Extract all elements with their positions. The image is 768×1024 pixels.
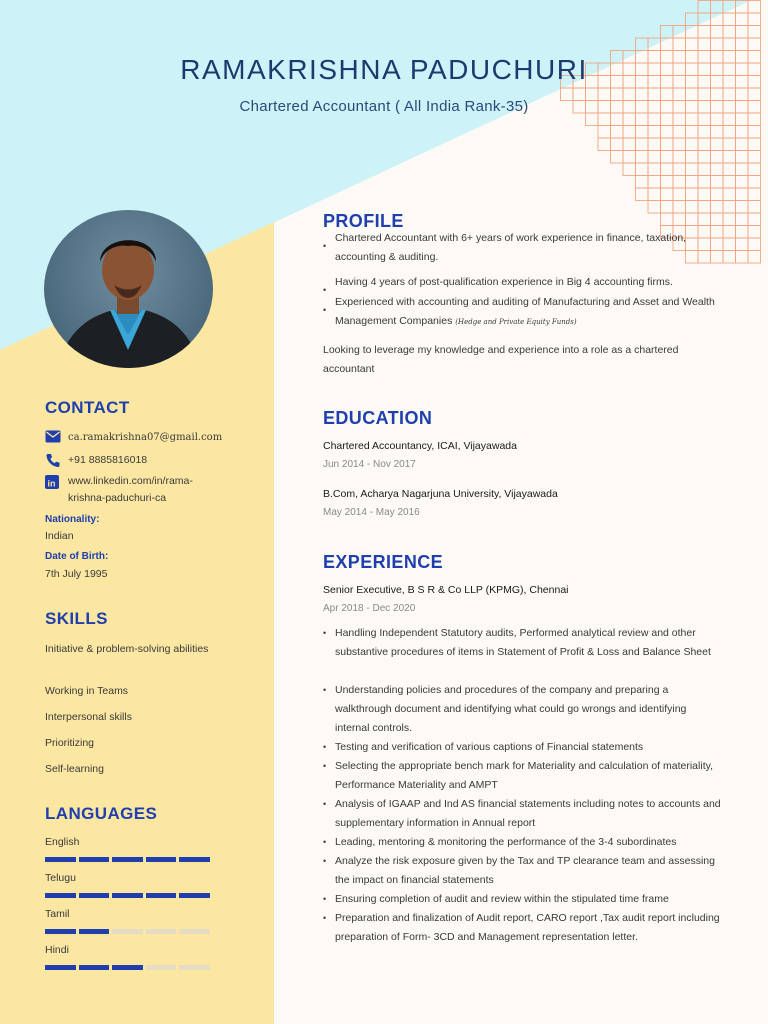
language-level-bar: [45, 965, 210, 970]
skill-item: Working in Teams: [45, 685, 129, 697]
experience-bullet: • Analysis of IGAAP and Ind AS financial statements including notes to accounts and supplementary information in Annual report: [323, 795, 723, 833]
language-level-segment: [146, 929, 177, 934]
language-level-segment: [146, 965, 177, 970]
profile-bullet: • Having 4 years of post-qualification experience in Big 4 accounting firms.: [323, 273, 723, 292]
language-level-segment: [45, 857, 76, 862]
skills-heading: SKILLS: [45, 609, 108, 628]
profile-summary: Looking to leverage my knowledge and experience into a role as a chartered accountant: [323, 344, 679, 375]
language-level-segment: [179, 857, 210, 862]
skill-item: Self-learning: [45, 763, 104, 775]
experience-bullet: • Testing and verification of various captions of Financial statements: [323, 738, 723, 757]
language-name: Tamil: [45, 908, 70, 920]
svg-text:in: in: [47, 478, 56, 489]
profile-bullet: [323, 293, 723, 332]
language-level-segment: [112, 965, 143, 970]
education-heading: EDUCATION: [323, 408, 433, 428]
phone-icon: [45, 453, 61, 467]
language-level-segment: [146, 857, 177, 862]
profile-bullet-text: Experienced with accounting and auditing of Manufacturing and Asset and Wealth Management Companies: [335, 296, 715, 327]
phone-number[interactable]: +91 8885816018: [68, 454, 148, 466]
education-dates: May 2014 - May 2016: [323, 507, 420, 518]
profile-bullet-note: (Hedge and Private Equity Funds): [455, 318, 577, 326]
linkedin-line-2: krishna-paduchuri-ca: [68, 492, 167, 504]
skill-item: Initiative & problem-solving abilities: [45, 643, 209, 655]
profile-bullet: • Chartered Accountant with 6+ years of work experience in finance, taxation, accounting & auditing.: [323, 229, 723, 267]
education-dates: Jun 2014 - Nov 2017: [323, 459, 416, 470]
candidate-name: RAMAKRISHNA PADUCHURI: [180, 54, 588, 85]
experience-bullet: • Preparation and finalization of Audit report, CARO report ,Tax audit report including preparation of Form- 3CD and Management representation letter.: [323, 909, 723, 947]
language-level-segment: [146, 893, 177, 898]
dob-label: Date of Birth:: [45, 551, 109, 562]
linkedin-line-1: www.linkedin.com/in/rama-: [68, 475, 193, 487]
profile-heading: PROFILE: [323, 211, 404, 231]
skill-item: Prioritizing: [45, 737, 95, 749]
experience-bullet: • Ensuring completion of audit and review within the stipulated time frame: [323, 890, 723, 909]
language-level-segment: [112, 893, 143, 898]
languages-heading: LANGUAGES: [45, 804, 158, 823]
language-name: Telugu: [45, 872, 76, 884]
language-level-segment: [45, 965, 76, 970]
experience-bullet: • Understanding policies and procedures of the company and preparing a walkthrough document and identifying what could go wrongs and identifying internal controls.: [323, 681, 723, 738]
skill-item: Interpersonal skills: [45, 711, 132, 723]
profile-photo: [44, 210, 213, 368]
experience-bullet: • Analyze the risk exposure given by the Tax and TP clearance team and assessing the impact on financial statements: [323, 852, 723, 890]
education-title: B.Com, Acharya Nagarjuna University, Vijayawada: [323, 488, 558, 500]
experience-bullet: • Leading, mentoring & monitoring the performance of the 3-4 subordinates: [323, 833, 723, 852]
language-level-segment: [179, 965, 210, 970]
contact-linkedin-row: [45, 473, 193, 507]
language-level-segment: [112, 929, 143, 934]
education-title: Chartered Accountancy, ICAI, Vijayawada: [323, 440, 517, 452]
experience-title: Senior Executive, B S R & Co LLP (KPMG), Chennai: [323, 584, 569, 596]
nationality-label: Nationality:: [45, 514, 100, 525]
language-level-segment: [112, 857, 143, 862]
language-level-segment: [79, 857, 110, 862]
experience-bullet: • Selecting the appropriate bench mark for Materiality and calculation of materiality, Performance Materiality and AMPT: [323, 757, 723, 795]
experience-dates: Apr 2018 - Dec 2020: [323, 603, 416, 614]
contact-phone-row: [45, 452, 147, 469]
language-name: Hindi: [45, 944, 69, 956]
language-level-segment: [45, 893, 76, 898]
email-link[interactable]: ca.ramakrishna07@gmail.com: [68, 432, 223, 443]
experience-heading: EXPERIENCE: [323, 552, 444, 572]
language-level-segment: [79, 965, 110, 970]
candidate-title: Chartered Accountant ( All India Rank-35): [239, 98, 529, 115]
nationality-value: Indian: [45, 530, 74, 542]
contact-heading: CONTACT: [45, 398, 130, 417]
language-level-segment: [79, 929, 110, 934]
language-level-bar: [45, 893, 210, 898]
language-level-segment: [179, 893, 210, 898]
language-level-bar: [45, 929, 210, 934]
linkedin-icon: [45, 474, 61, 488]
language-level-bar: [45, 857, 210, 862]
language-level-segment: [179, 929, 210, 934]
dob-value: 7th July 1995: [45, 568, 108, 580]
mail-icon: [45, 430, 61, 444]
experience-bullet: • Handling Independent Statutory audits, Performed analytical review and other substantive procedures of items in Statement of Profit & Loss and Balance Sheet: [323, 624, 723, 662]
language-level-segment: [79, 893, 110, 898]
language-level-segment: [45, 929, 76, 934]
language-name: English: [45, 836, 80, 848]
linkedin-link[interactable]: [68, 473, 193, 507]
contact-email-row: [45, 429, 222, 446]
